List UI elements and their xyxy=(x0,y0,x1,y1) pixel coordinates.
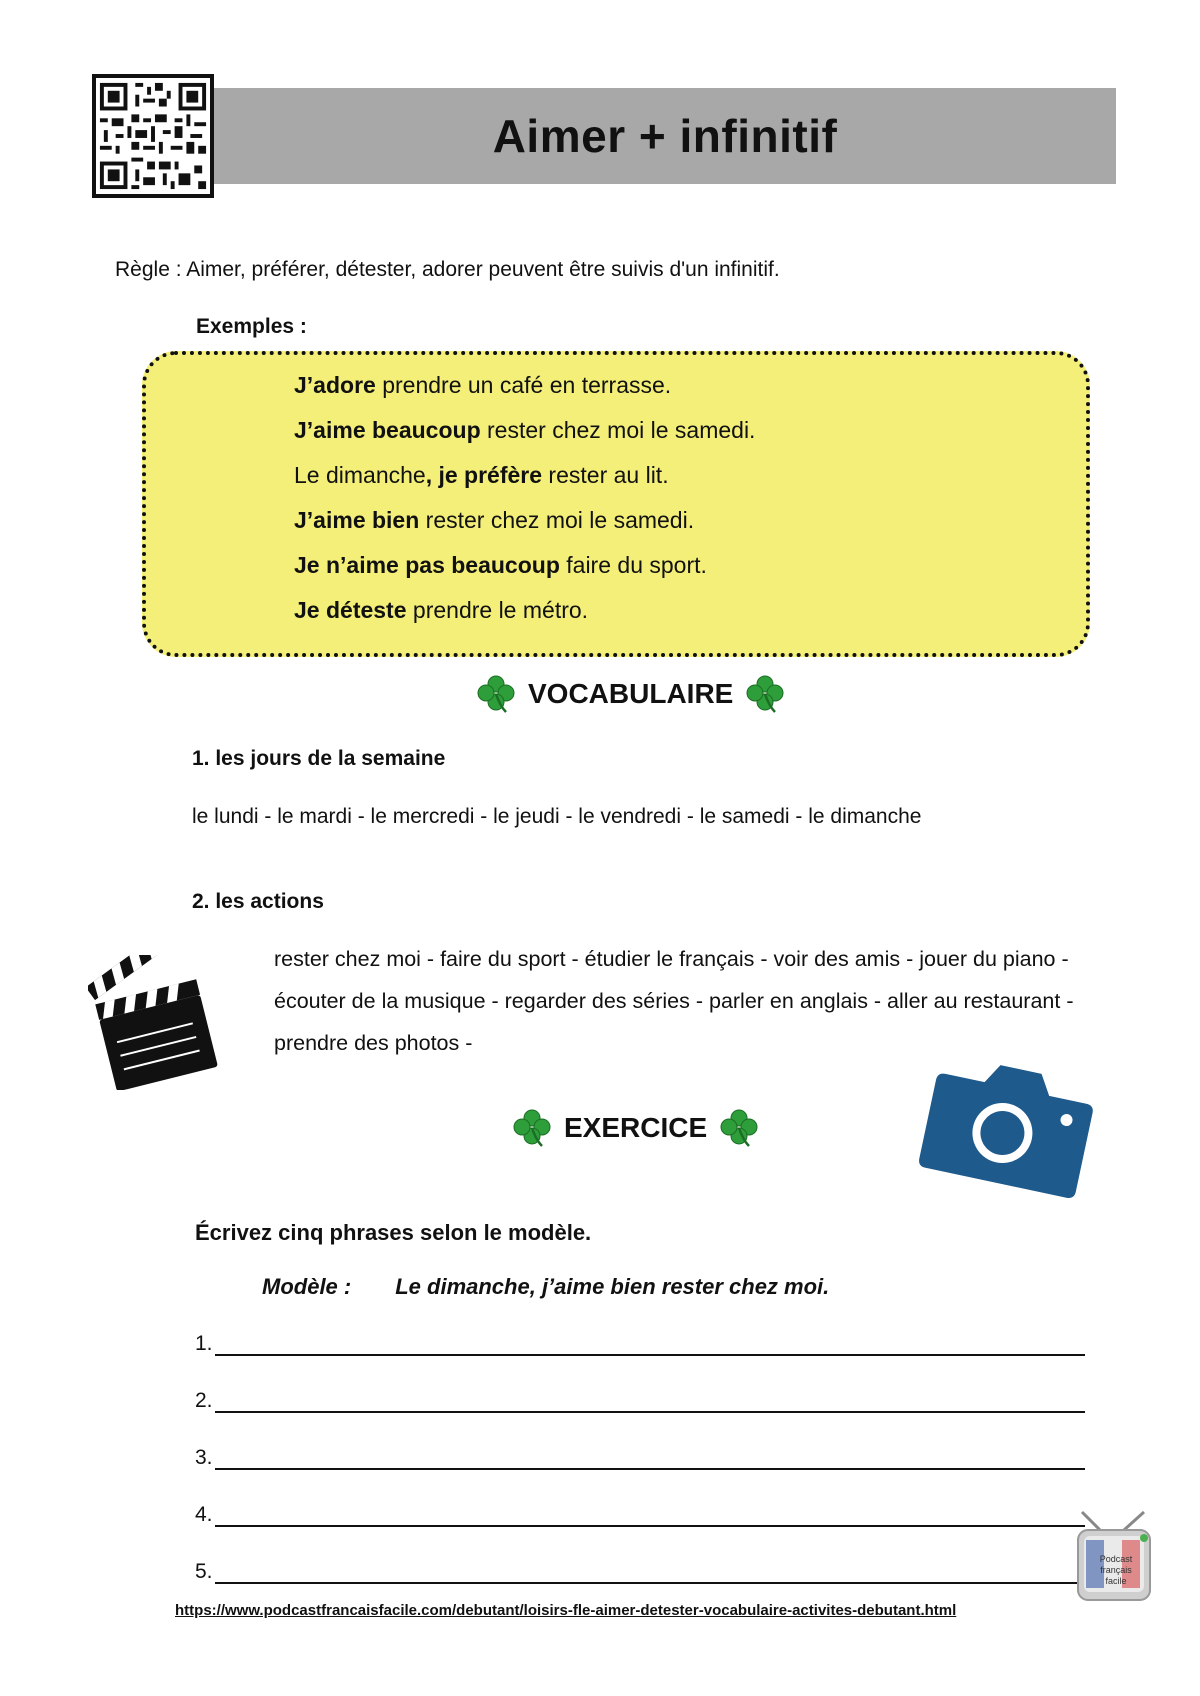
footer-link[interactable]: https://www.podcastfrancaisfacile.com/debutant/loisirs-fle-aimer-detester-vocabulaire-activites-debutant.html xyxy=(175,1602,957,1619)
model-sentence xyxy=(262,1274,829,1300)
days-list: le lundi - le mardi - le mercredi - le jeudi - le vendredi - le samedi - le dimanche xyxy=(192,805,922,828)
answer-blank[interactable] xyxy=(215,1393,1085,1413)
examples-label: Exemples : xyxy=(196,315,307,338)
qr-code-icon xyxy=(92,74,214,198)
example-line: Je déteste prendre le métro. xyxy=(294,597,589,623)
clapperboard-icon xyxy=(88,955,218,1095)
example-line: J’adore prendre un café en terrasse. xyxy=(294,372,672,398)
answer-blank[interactable] xyxy=(215,1564,1085,1584)
answer-line-number: 4. xyxy=(195,1503,213,1526)
actions-heading: 2. les actions xyxy=(192,890,324,913)
model-text: Le dimanche, j’aime bien rester chez moi. xyxy=(395,1274,830,1299)
clover-icon xyxy=(719,1108,759,1148)
logo-text: Podcast français facile xyxy=(1099,1554,1133,1586)
answer-line[interactable] xyxy=(195,1446,1085,1470)
exercise-heading xyxy=(512,1108,759,1148)
answer-line[interactable] xyxy=(195,1332,1085,1356)
camera-icon xyxy=(918,1054,1098,1204)
answer-line-number: 5. xyxy=(195,1560,213,1583)
exercise-heading-label: EXERCICE xyxy=(564,1112,708,1143)
rule-text: Règle : Aimer, préférer, détester, adorer peuvent être suivis d'un infinitif. xyxy=(115,258,780,281)
example-line: Le dimanche, je préfère rester au lit. xyxy=(294,462,669,488)
example-line: Je n’aime pas beaucoup faire du sport. xyxy=(294,552,707,578)
model-label: Modèle : xyxy=(262,1274,352,1299)
vocabulary-heading-label: VOCABULAIRE xyxy=(528,678,734,709)
example-line: J’aime beaucoup rester chez moi le samedi. xyxy=(294,417,756,443)
actions-list: rester chez moi - faire du sport - étudier le français - voir des amis - jouer du piano - écouter de la musique - regarder des séries - parler en anglais - aller au restaurant - prendre des photos - xyxy=(274,947,1074,1055)
clover-icon xyxy=(512,1108,552,1148)
answer-line[interactable] xyxy=(195,1560,1085,1584)
page-title: Aimer + infinitif xyxy=(492,110,838,162)
example-line: J’aime bien rester chez moi le samedi. xyxy=(294,507,695,533)
answer-line[interactable] xyxy=(195,1389,1085,1413)
answer-line[interactable] xyxy=(195,1503,1085,1527)
exercise-instruction: Écrivez cinq phrases selon le modèle. xyxy=(195,1220,592,1245)
title-bar xyxy=(214,88,1116,184)
clover-icon xyxy=(745,674,785,714)
days-heading: 1. les jours de la semaine xyxy=(192,747,446,770)
answer-line-number: 3. xyxy=(195,1446,213,1469)
clover-icon xyxy=(476,674,516,714)
vocabulary-heading xyxy=(476,674,785,714)
tv-logo-icon xyxy=(1074,1510,1154,1615)
answer-line-number: 2. xyxy=(195,1389,213,1412)
answer-blank[interactable] xyxy=(215,1450,1085,1470)
answer-blank[interactable] xyxy=(215,1336,1085,1356)
answer-blank[interactable] xyxy=(215,1507,1085,1527)
answer-line-number: 1. xyxy=(195,1332,213,1355)
